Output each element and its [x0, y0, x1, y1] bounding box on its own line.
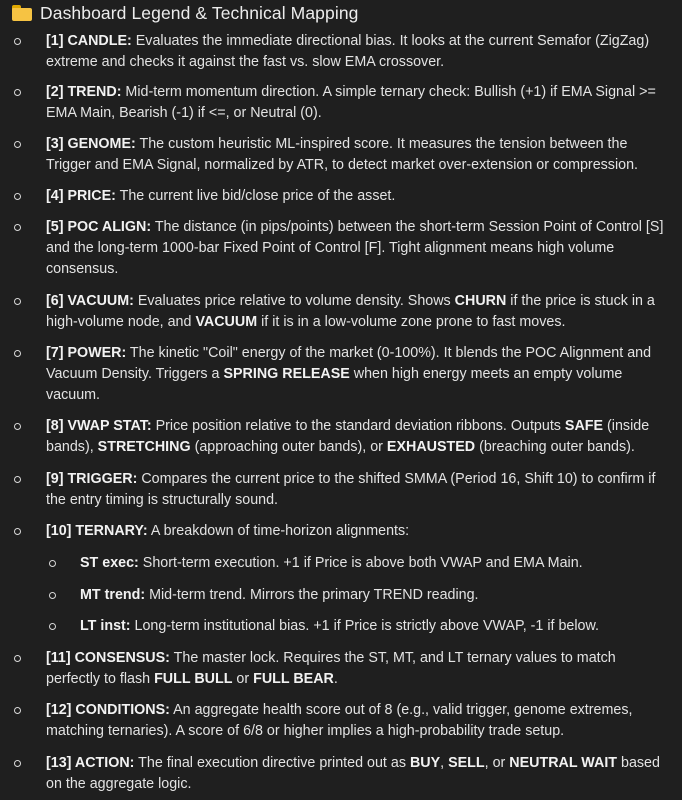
item-label: [8] VWAP STAT: [46, 418, 152, 434]
bullet-icon [14, 350, 21, 357]
item-label: LT inst: [80, 618, 131, 634]
bullet-icon [14, 38, 21, 45]
item-label: [10] TERNARY: [46, 523, 148, 539]
item-label: [5] POC ALIGN: [46, 219, 152, 235]
item-label: [11] CONSENSUS: [46, 650, 170, 666]
bullet-icon [14, 528, 21, 535]
item-label: [2] TREND: [46, 84, 122, 100]
folder-icon [12, 5, 32, 21]
bullet-icon [49, 560, 56, 567]
item-label: [13] ACTION: [46, 755, 135, 771]
legend-document: Dashboard Legend & Technical Mapping [1] CANDLE: Evaluates the immediate directional bias. It looks at the current Semafor (ZigZag) extreme and checks it against the fast vs. slow EMA crossover. [2] TREND: Mid-term momentum direction. A simple ternary check: Bullish (+1) if EMA Signal >= EMA Main, Bearish (-1) if <=, or Neutral (0). [3] GENOME: The custom heuristic ML-inspired score. It measures the tension between the Trigger and EMA Signal, normalized by ATR, to detect market over-extension or compression. [4] PRICE: The current live bid/close price of the asset. [5] POC ALIGN: The distance (in pips/points) between the short-term Session Point of Control [S] and the long-term 1000-bar Fixed Point of Control [F]. Tight alignment means high volume consensus. [6] VACUUM: Evaluates price relative to volume density. Shows CHURN if the price is stuck in a high-volume node, and VACUUM if it is in a low-volume zone prone to fast moves. [7] POWER: The kinetic "Coil" energy of the market (0-100%). It blends the POC Alignment and Vacuum Density. Triggers a SPRING RELEASE when high energy meets an empty volume vacuum. [8] VWAP STAT: Price position relative to the standard deviation ribbons. Outputs SAFE (inside bands), STRETCHING (approaching outer bands), or EXHAUSTED (breaching outer bands). [9] TRIGGER: Compares the current price to the shifted SMMA (Period 16, Shift 10) to confirm if the entry timing is structurally sound. [10] TERNARY: A breakdown of time-horizon alignments: ST exec: Short-term execution. +1 if Price is above both VWAP and EMA Main. MT trend: Mid-term trend. Mirrors the primary TREND reading. LT inst: Long-term institutional bias. +1 if Price is strictly above VWAP, -1 if below. [11] CONSENSUS: The master lock. Requires the ST, MT, and LT ternary values to match perfectly to flash FULL BULL or FULL BEAR. [12] CONDITIONS: An aggregate health score out of 8 (e.g., valid trigger, genome extremes, matching ternaries). A score of 6/8 or higher implies a high-probability trade setup. [13] ACTION: The final execution directive printed out as BUY, SELL, or NEUTRAL WAIT based on the aggregate logic. [0, 0, 682, 800]
bullet-icon [14, 655, 21, 662]
item-label: [4] PRICE: [46, 188, 116, 204]
item-label: [9] TRIGGER: [46, 471, 138, 487]
bullet-icon [14, 193, 21, 200]
bullet-icon [14, 423, 21, 430]
bullet-icon [14, 141, 21, 148]
item-label: ST exec: [80, 555, 139, 571]
item-label: [7] POWER: [46, 345, 127, 361]
section-header [12, 2, 359, 24]
item-label: [12] CONDITIONS: [46, 702, 170, 718]
page-title: Dashboard Legend & Technical Mapping [40, 2, 359, 23]
bullet-icon [49, 592, 56, 599]
item-label: [3] GENOME: [46, 136, 136, 152]
bullet-icon [49, 623, 56, 630]
bullet-icon [14, 298, 21, 305]
item-label: [1] CANDLE: [46, 33, 132, 49]
item-label: MT trend: [80, 587, 146, 603]
bullet-icon [14, 707, 21, 714]
bullet-icon [14, 224, 21, 231]
bullet-icon [14, 476, 21, 483]
item-label: [6] VACUUM: [46, 293, 134, 309]
bullet-icon [14, 760, 21, 767]
bullet-icon [14, 89, 21, 96]
